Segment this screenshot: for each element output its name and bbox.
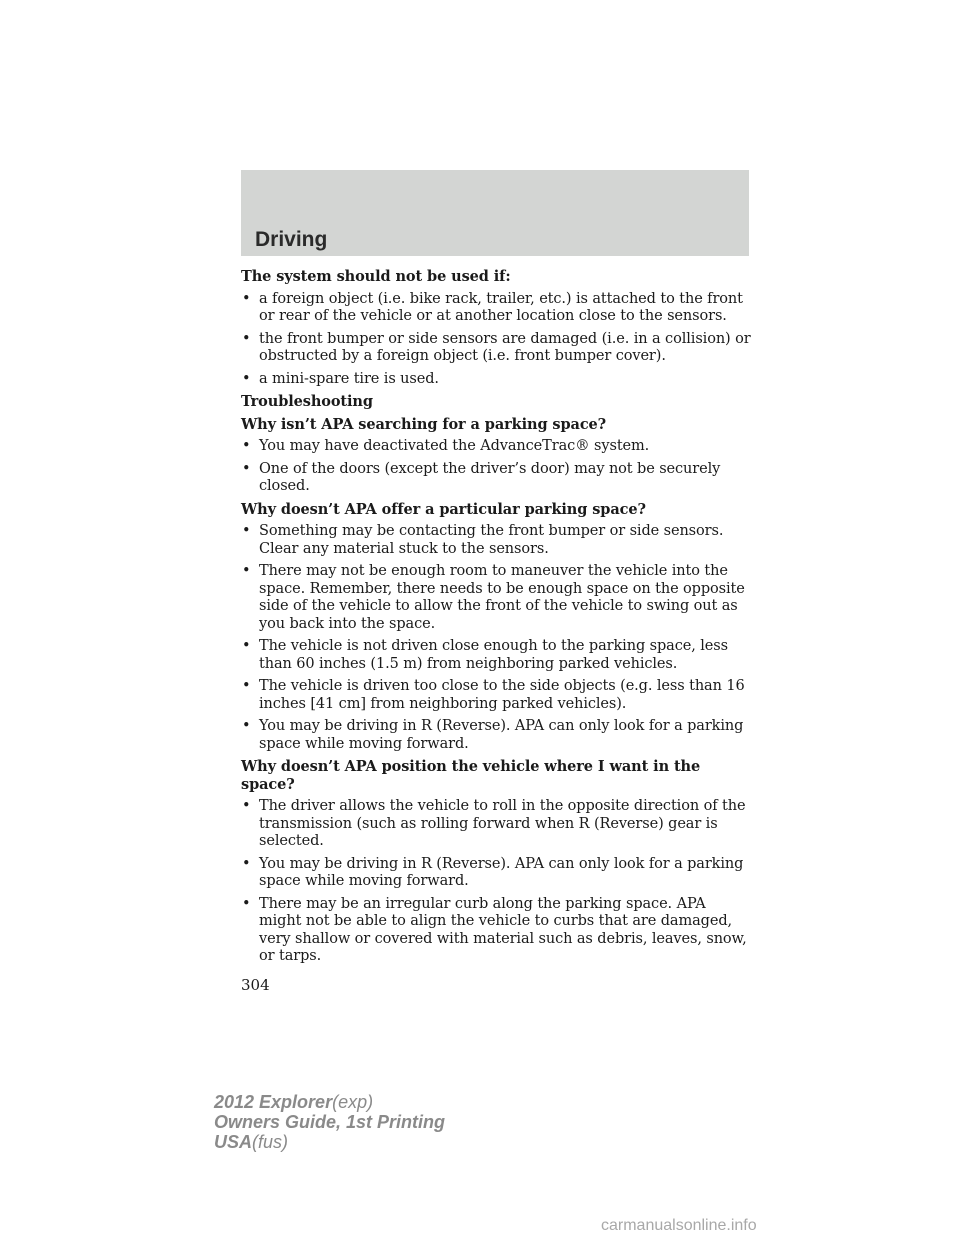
bullet-icon: •: [242, 523, 251, 539]
bullet-text: You may have deactivated the AdvanceTrac® system.: [259, 438, 650, 454]
bullet-item: [241, 856, 751, 891]
bullet-text: One of the doors (except the driver’s door) may not be securely closed.: [259, 460, 721, 494]
footer-edition: Owners Guide, 1st Printing: [214, 1112, 446, 1132]
bullet-item: [241, 638, 751, 673]
bullet-text: The vehicle is driven too close to the side objects (e.g. less than 16 inches [41 cm] from neighboring parked vehicles).: [259, 678, 745, 712]
bullet-icon: •: [242, 563, 251, 579]
bullet-icon: •: [242, 895, 251, 912]
bullet-text: a mini-spare tire is used.: [259, 370, 439, 387]
section-heading: The system should not be used if:: [241, 268, 511, 285]
bullet-text: You may be driving in R (Reverse). APA can only look for a parking space while moving forward.: [259, 718, 744, 752]
footer-model: 2012 Explorer: [214, 1092, 333, 1112]
bullet-icon: •: [242, 438, 251, 454]
footer-model-code: (exp): [332, 1092, 374, 1112]
bullet-icon: •: [242, 798, 251, 814]
bullet-icon: •: [242, 370, 251, 387]
footer-market-code: (fus): [252, 1132, 289, 1152]
bullet-text: The vehicle is not driven close enough to the parking space, less than 60 inches (1.5 m) from neighboring parked vehicles.: [259, 638, 728, 672]
bullet-item: [241, 438, 751, 456]
section-title: Driving: [255, 228, 328, 251]
footer-line-market: [214, 1132, 445, 1152]
bullet-icon: •: [242, 330, 251, 347]
page-number: 304: [241, 976, 270, 994]
section-header-band: [241, 170, 749, 256]
section-heading: Why isn’t APA searching for a parking space?: [241, 415, 607, 433]
section-heading: Why doesn’t APA position the vehicle where I want in the space?: [241, 758, 701, 793]
bullet-text: There may be an irregular curb along the parking space. APA might not be able to align the vehicle to curbs that are damaged, very shallow or covered with material such as debris, leaves, snow, or tarps.: [259, 895, 747, 964]
bullet-item: [241, 523, 751, 558]
site-watermark[interactable]: carmanualsonline.info: [601, 1217, 757, 1234]
bullet-item: [241, 291, 751, 326]
bullet-text: There may not be enough room to maneuver the vehicle into the space. Remember, there needs to be enough space on the opposite side of the vehicle to allow the front of the vehicle to swing out as you back into the space.: [259, 563, 745, 632]
section-heading: Why doesn’t APA offer a particular parking space?: [241, 500, 646, 518]
bullet-icon: •: [242, 290, 251, 307]
bullet-text: Something may be contacting the front bumper or side sensors. Clear any material stuck to the sensors.: [259, 523, 724, 557]
bullet-icon: •: [242, 678, 251, 694]
footer-line-model: [214, 1092, 445, 1112]
bullet-text: the front bumper or side sensors are damaged (i.e. in a collision) or obstructed by a foreign object (i.e. front bumper cover).: [259, 330, 751, 364]
section-heading: Troubleshooting: [241, 393, 373, 410]
print-footer: [214, 1092, 445, 1152]
bullet-item: [241, 461, 751, 496]
bullet-item: [241, 331, 751, 366]
bullet-item: [241, 798, 751, 851]
bullet-item: [241, 371, 751, 389]
bullet-item: [241, 896, 751, 966]
page-body: [241, 268, 751, 971]
bullet-text: You may be driving in R (Reverse). APA can only look for a parking space while moving forward.: [259, 855, 744, 889]
bullet-icon: •: [242, 460, 251, 477]
bullet-icon: •: [242, 638, 251, 654]
bullet-icon: •: [242, 855, 251, 872]
bullet-text: a foreign object (i.e. bike rack, trailer, etc.) is attached to the front or rear of the vehicle or at another location close to the sensors.: [259, 290, 743, 324]
bullet-item: [241, 678, 751, 713]
bullet-icon: •: [242, 718, 251, 734]
bullet-item: [241, 718, 751, 753]
bullet-text: The driver allows the vehicle to roll in the opposite direction of the transmission (such as rolling forward when R (Reverse) gear is selected.: [259, 798, 746, 849]
bullet-item: [241, 563, 751, 633]
footer-market: USA: [214, 1132, 253, 1152]
